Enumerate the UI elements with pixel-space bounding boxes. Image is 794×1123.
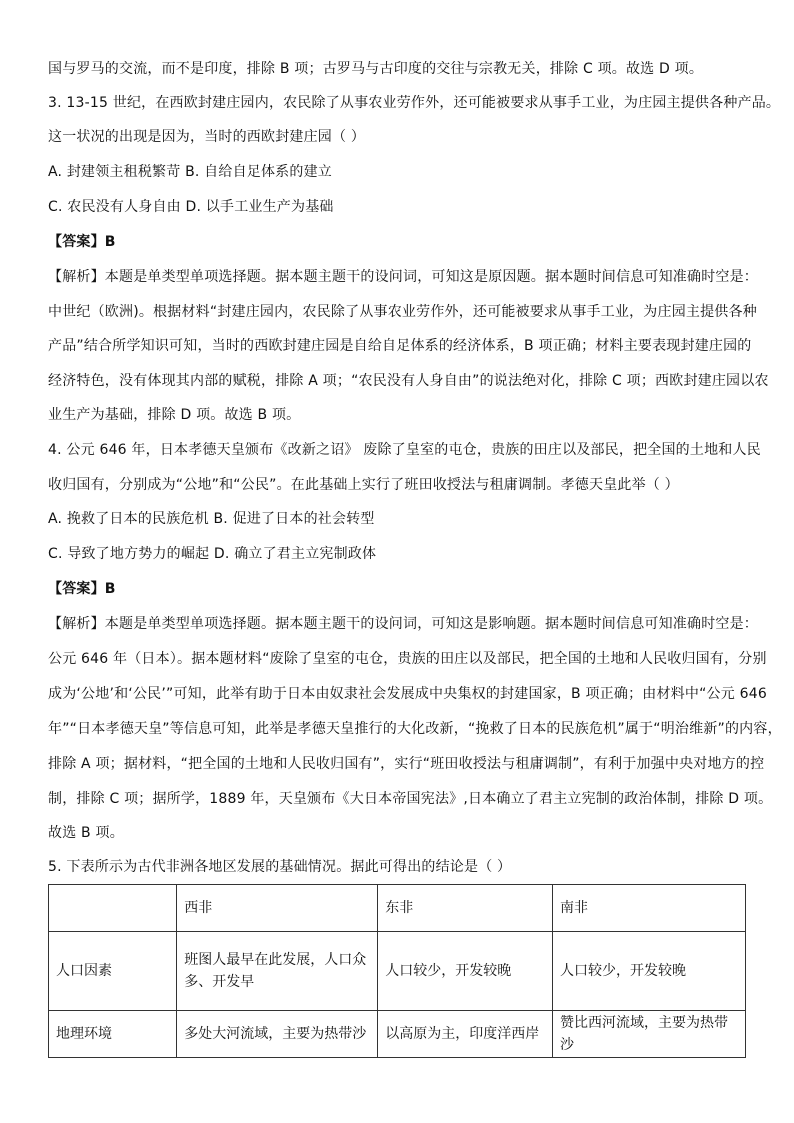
table-header-cell: 西非 [177, 885, 378, 932]
table-cell: 地理环境 [49, 1011, 177, 1058]
analysis-text: 【解析】本题是单类型单项选择题。据本题主题干的设问词，可知这是影响题。据本题时间信息可知准确时空是： [48, 616, 758, 632]
table-row [49, 932, 746, 1011]
analysis-text: 成为‘公地’和‘公民’”可知，此举有助于日本由奴隶社会发展成中央集权的封建国家，B 项正确；由材料中“公元 646 [48, 686, 767, 702]
table-header-cell [49, 885, 177, 932]
table-cell: 人口因素 [49, 932, 177, 1011]
analysis-text: 产品”结合所学知识可知，当时的西欧封建庄园是自给自足体系的经济体系，B 项正确；材料主要表现封建庄园的 [48, 338, 752, 354]
analysis-text: 中世纪（欧洲)。根据材料“封建庄园内，农民除了从事农业劳作外，还可能被要求从事手工业，为庄园主提供各种 [48, 304, 757, 320]
africa-table [48, 884, 746, 1058]
analysis-text: 故选 B 项。 [48, 825, 124, 841]
table-cell: 人口较少，开发较晚 [378, 932, 553, 1011]
answer-label: 【答案】B [48, 234, 116, 250]
table-cell: 以高原为主，印度洋西岸 [378, 1011, 553, 1058]
table-row [49, 1011, 746, 1058]
table-cell: 班图人最早在此发展，人口众多、开发早 [177, 932, 378, 1011]
table-cell: 赞比西河流域，主要为热带沙 [553, 1011, 746, 1058]
answer-label: 【答案】B [48, 581, 116, 597]
question-3-options: C. 农民没有人身自由 D. 以手工业生产为基础 [48, 199, 334, 215]
analysis-text: 【解析】本题是单类型单项选择题。据本题主题干的设问词，可知这是原因题。据本题时间信息可知准确时空是： [48, 269, 758, 285]
analysis-text: 公元 646 年（日本）。据本题材料“废除了皇室的屯仓，贵族的田庄以及部民，把全国的土地和人民收归国有，分别 [48, 651, 767, 667]
analysis-text: 排除 A 项；据材料，“把全国的土地和人民收归国有”，实行“班田收授法与租庸调制”，有利于加强中央对地方的控 [48, 756, 765, 772]
analysis-text: 业生产为基础，排除 D 项。故选 B 项。 [48, 407, 301, 423]
table-cell: 多处大河流域，主要为热带沙 [177, 1011, 378, 1058]
table-header-cell: 东非 [378, 885, 553, 932]
question-4-stem: 收归国有，分别成为“公地”和“公民”。在此基础上实行了班田收授法与租庸调制。孝德天皇此举（ ） [48, 477, 679, 493]
question-3-stem: 这一状况的出现是因为，当时的西欧封建庄园（ ） [48, 129, 366, 145]
question-4-options: C. 导致了地方势力的崛起 D. 确立了君主立宪制政体 [48, 546, 377, 562]
text-line: 国与罗马的交流，而不是印度，排除 B 项；古罗马与古印度的交往与宗教无关，排除 C 项。故选 D 项。 [48, 61, 704, 77]
table-header-row [49, 885, 746, 932]
analysis-text: 年”“日本孝德天皇”等信息可知，此举是孝德天皇推行的大化改新，“挽救了日本的民族危机”属于“明治维新”的内容， [48, 721, 782, 737]
question-3-options: A. 封建领主租税繁苛 B. 自给自足体系的建立 [48, 164, 332, 180]
question-5-stem: 5. 下表所示为古代非洲各地区发展的基础情况。据此可得出的结论是（ ） [48, 859, 512, 875]
table-header-cell: 南非 [553, 885, 746, 932]
question-3-stem: 3. 13-15 世纪，在西欧封建庄园内，农民除了从事农业劳作外，还可能被要求从事手工业，为庄园主提供各种产品。 [48, 95, 781, 111]
analysis-text: 制，排除 C 项；据所学，1889 年，天皇颁布《大日本帝国宪法》,日本确立了君主立宪制的政治体制，排除 D 项。 [48, 791, 773, 807]
question-4-stem: 4. 公元 646 年，日本孝德天皇颁布《改新之诏》 废除了皇室的屯仓，贵族的田庄以及部民，把全国的土地和人民 [48, 442, 761, 458]
analysis-text: 经济特色，没有体现其内部的赋税，排除 A 项；“农民没有人身自由”的说法绝对化，排除 C 项；西欧封建庄园以农 [48, 373, 769, 389]
table-cell: 人口较少，开发较晚 [553, 932, 746, 1011]
question-4-options: A. 挽救了日本的民族危机 B. 促进了日本的社会转型 [48, 511, 375, 527]
